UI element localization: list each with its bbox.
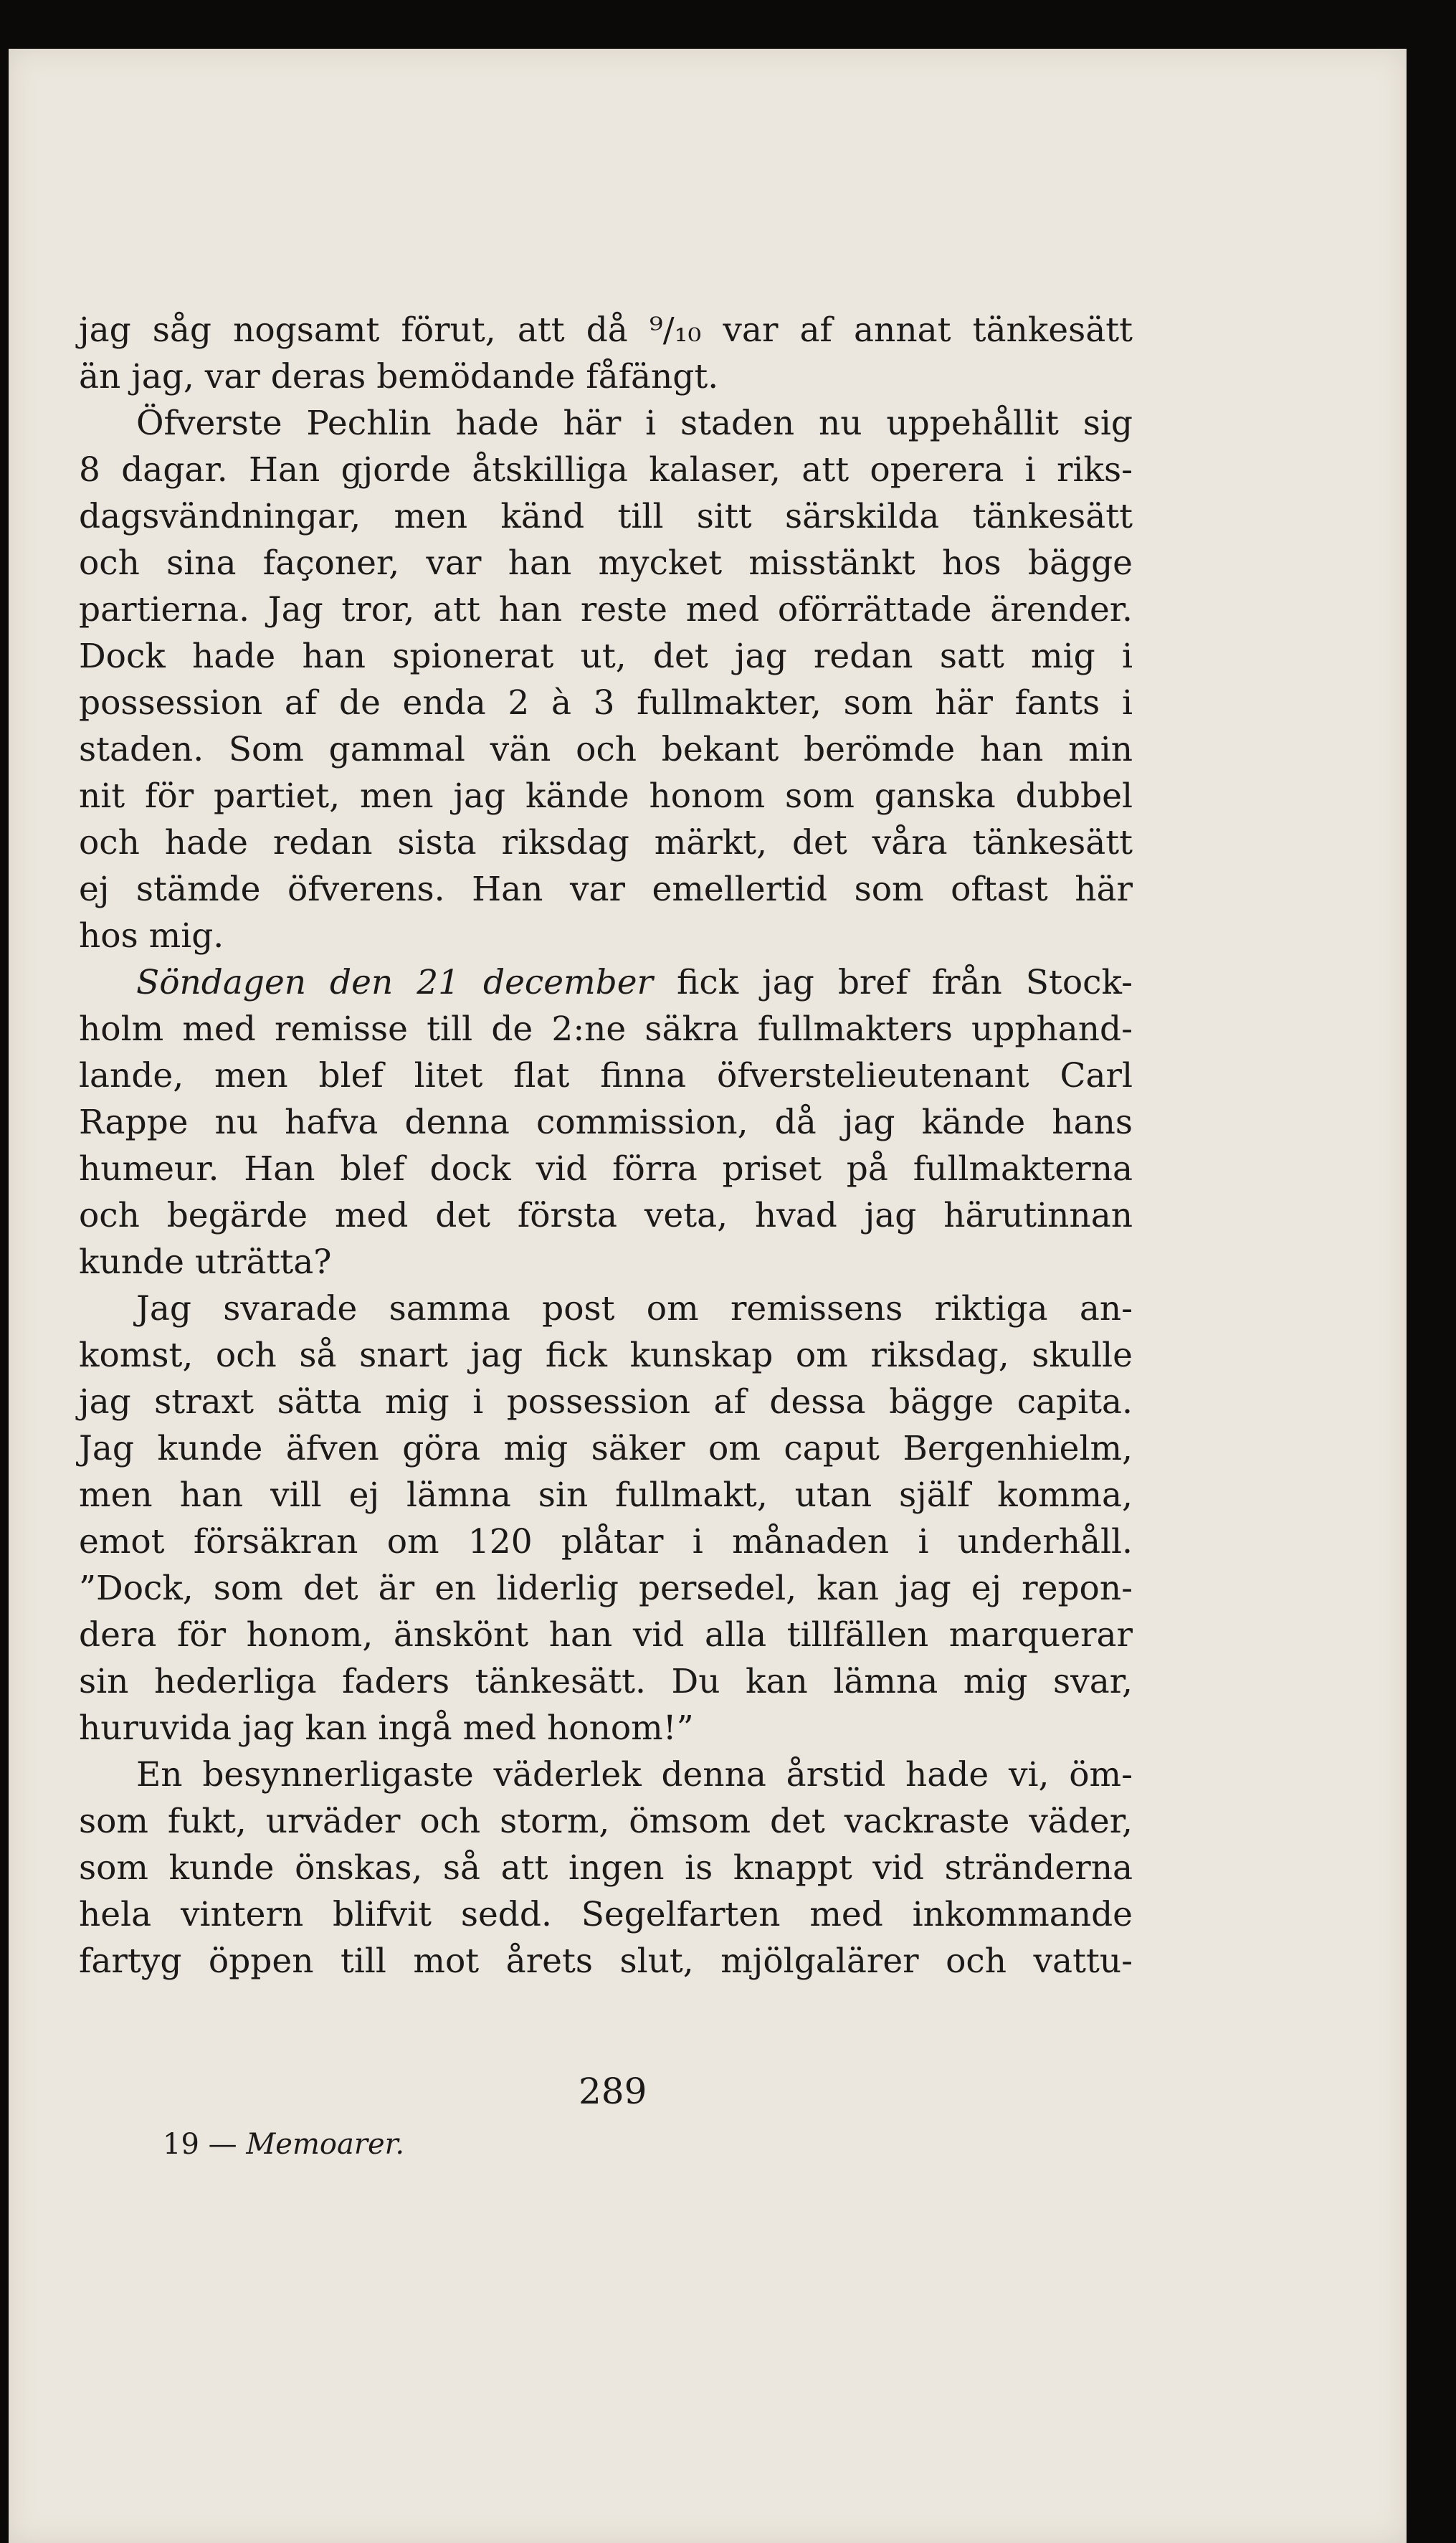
- text-line: ej stämde öfverens. Han var emellertid som oftast här: [79, 870, 1133, 909]
- text-line: komst, och så snart jag fick kunskap om riksdag, skulle: [79, 1336, 1133, 1375]
- text-line: 8 dagar. Han gjorde åtskilliga kalaser, att operera i riks-: [79, 450, 1133, 490]
- text-line: huruvida jag kan ingå med honom!”: [79, 1708, 694, 1748]
- body-text: [79, 307, 1133, 1985]
- text-line: partierna. Jag tror, att han reste med oförrättade ärender.: [79, 590, 1133, 629]
- text-line: jag såg nogsamt förut, att då ⁹/₁₀ var af annat tänkesätt: [79, 310, 1133, 350]
- signature-mark: [163, 2128, 404, 2161]
- text-line: sin hederliga faders tänkesätt. Du kan lämna mig svar,: [79, 1662, 1133, 1701]
- text-line: som kunde önskas, så att ingen is knappt vid stränderna: [79, 1848, 1133, 1888]
- text-line: än jag, var deras bemödande fåfängt.: [79, 357, 719, 396]
- text-line: Jag svarade samma post om remissens riktiga an-: [136, 1289, 1133, 1328]
- text-run: fick jag bref från Stock-: [653, 963, 1133, 1002]
- page-number: 289: [579, 2071, 647, 2112]
- text-line: hos mig.: [79, 916, 224, 956]
- text-line: Öfverste Pechlin hade här i staden nu uppehållit sig: [136, 404, 1133, 443]
- text-line: och hade redan sista riksdag märkt, det våra tänkesätt: [79, 823, 1133, 862]
- text-line: och sina façoner, var han mycket misstänkt hos bägge: [79, 543, 1133, 583]
- text-line: jag straxt sätta mig i possession af dessa bägge capita.: [79, 1382, 1133, 1422]
- text-line: kunde uträtta?: [79, 1242, 332, 1282]
- text-line: dera för honom, änskönt han vid alla tillfällen marquerar: [79, 1615, 1133, 1655]
- signature-title: Memoarer.: [246, 2128, 405, 2161]
- text-line: emot försäkran om 120 plåtar i månaden i underhåll.: [79, 1522, 1133, 1562]
- text-line: humeur. Han blef dock vid förra priset på fullmakterna: [79, 1149, 1133, 1189]
- text-line: staden. Som gammal vän och bekant berömde han min: [79, 730, 1133, 769]
- italic-date: Söndagen den 21 december: [136, 963, 653, 1002]
- text-line: possession af de enda 2 à 3 fullmakter, som här fants i: [79, 683, 1133, 723]
- text-line: [79, 959, 1133, 1006]
- text-line: och begärde med det första veta, hvad jag härutinnan: [79, 1196, 1133, 1235]
- text-line: Rappe nu hafva denna commission, då jag kände hans: [79, 1103, 1133, 1142]
- text-line: hela vintern blifvit sedd. Segelfarten med inkommande: [79, 1895, 1133, 1934]
- text-line: som fukt, urväder och storm, ömsom det vackraste väder,: [79, 1802, 1133, 1841]
- text-line: dagsvändningar, men känd till sitt särskilda tänkesätt: [79, 497, 1133, 536]
- text-line: nit för partiet, men jag kände honom som ganska dubbel: [79, 776, 1133, 816]
- signature-number: 19 —: [163, 2128, 237, 2161]
- text-line: men han vill ej lämna sin fullmakt, utan själf komma,: [79, 1475, 1133, 1515]
- text-line: lande, men blef litet flat finna öfverstelieutenant Carl: [79, 1056, 1133, 1095]
- text-line: Dock hade han spionerat ut, det jag redan satt mig i: [79, 637, 1133, 676]
- text-line: holm med remisse till de 2:ne säkra fullmakters upphand-: [79, 1009, 1133, 1049]
- text-line: fartyg öppen till mot årets slut, mjölgalärer och vattu-: [79, 1941, 1133, 1981]
- text-line: ”Dock, som det är en liderlig persedel, kan jag ej repon-: [79, 1569, 1133, 1608]
- book-page: [9, 49, 1407, 2543]
- text-line: Jag kunde äfven göra mig säker om caput Bergenhielm,: [79, 1429, 1133, 1468]
- text-line: En besynnerligaste väderlek denna årstid hade vi, öm-: [136, 1755, 1133, 1795]
